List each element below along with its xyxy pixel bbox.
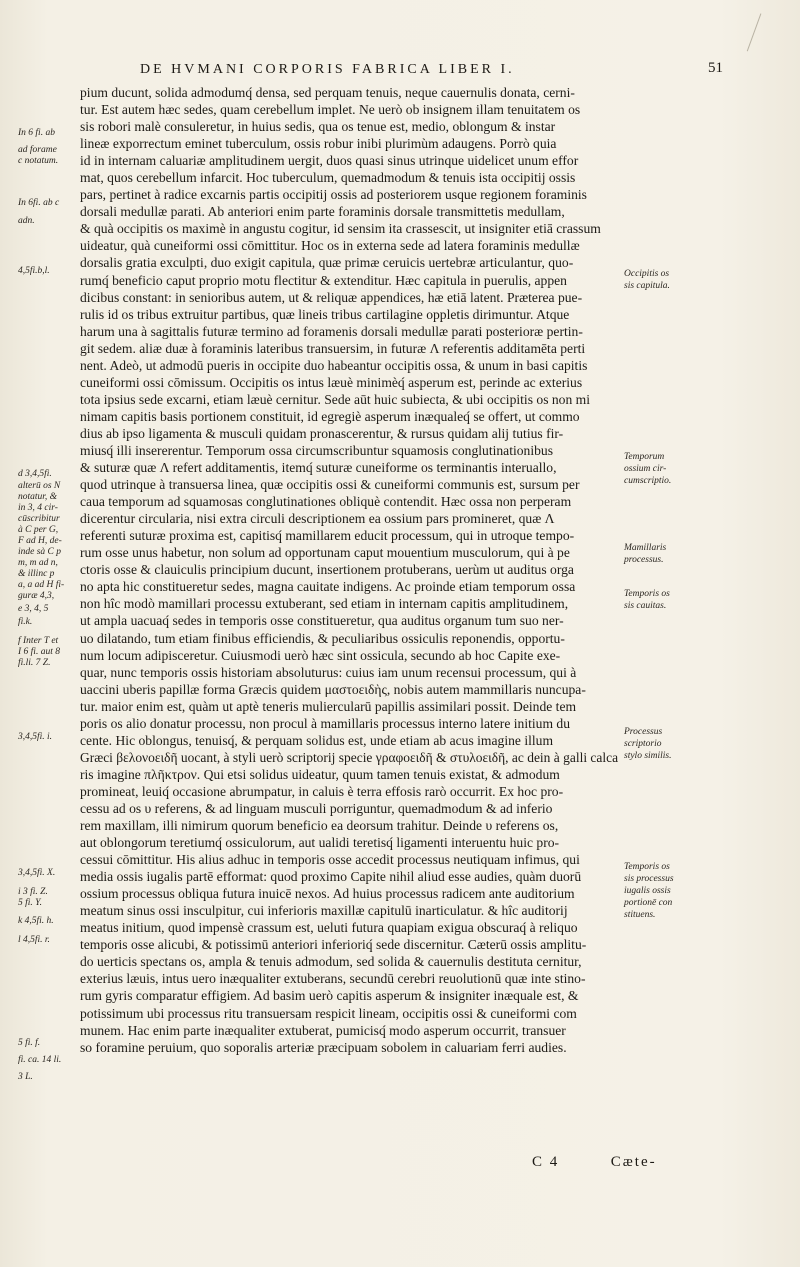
text-line: git sedem. aliæ duæ à foraminis lateribus transuersim, in futuræ Λ referentis additamēta perti (80, 340, 586, 356)
signature-and-catchword (532, 1154, 657, 1171)
text-line: no apta hic constitueretur sedes, magna cauitate indigens. Ac proinde etiam temporum ossa (80, 579, 576, 595)
right-margin-note: Mamillaris (624, 543, 667, 553)
text-line: rem maxillam, illi nimirum quorum beneficio ea deorsum trahitur. Deinde υ referens os, (80, 818, 559, 834)
left-margin-note: alterū os N (18, 481, 61, 491)
right-margin-note: Processus (624, 727, 663, 737)
text-line: poris os alio donatur processu, non procul à mamillaris processus interno latere initium du (80, 715, 571, 731)
text-line: pium ducunt, solida admodumq́ densa, sed perquam tenuis, neque cauernulis donata, cerni- (80, 85, 575, 100)
signature-mark: C 4 (532, 1154, 560, 1170)
left-margin-note: inde sà C p (18, 547, 62, 557)
text-line: sis robori malè consuleretur, in huius sedis, qua os tenue est, medio, oblongum & instar (80, 119, 556, 135)
left-margin-note: 5 fi. f. (18, 1038, 41, 1048)
text-line: dius ab ipso ligamenta & musculi quidam pronascerentur, & rursus quidam alij tutius fir- (80, 425, 564, 441)
left-margin-note: In 6fi. ab c (18, 198, 60, 208)
text-line: referenti suturæ proxima est, capitisq́ mamillarem educit processum, qui in utroque tempo- (80, 528, 575, 544)
right-margin-note: Temporis os (624, 589, 670, 599)
text-line: uaccini uberis papillæ forma Græcis quidem μαστοειδὴς, nobis autem mammillaris nuncupa- (80, 681, 586, 697)
right-margin-note: stituens. (624, 910, 656, 920)
text-line: nimam capitis basis portionem constituit, id egregiè asperum inæqualeq́ se offert, ut commo (80, 408, 580, 424)
left-margin-note: 3,4,5fi. X. (18, 868, 56, 878)
text-line: exterius læuis, intus uero inæqualiter extuberans, secundū cerebri reuolutionū quæ inte stino- (80, 971, 586, 987)
text-line: uo dilatando, tum etiam finibus efficiendis, & peculiaribus ossiculis reponendis, opportu- (80, 630, 565, 646)
text-line: media ossis iugalis partē efformat: quod proximo Capite nihil aliud esse audies, quàm duorū (80, 869, 582, 885)
text-line: dorsali medullæ parati. Ab anteriori enim parte foraminis dorsale transmittetis medullam, (80, 204, 565, 220)
text-line: cessu ad os υ referens, & ad linguam musculi porriguntur, quemadmodum & ad inferio (80, 800, 553, 816)
left-margin-note: cūscribitur (18, 514, 60, 524)
left-margin-note: guræ 4,3, (18, 591, 55, 601)
left-margin-note: k 4,5fi. h. (18, 916, 54, 926)
text-line: tota ipsius sede excarni, etiam læuè cernitur. Sede aūt huic subiecta, & ubi occipitis os non mi (80, 391, 591, 407)
catchword: Cæte- (610, 1154, 657, 1170)
text-line: harum una à sagittalis futuræ termino ad foramenis dorsali medullæ parati posterioræ pertin- (80, 323, 583, 339)
text-line: nent. Adeò, ut admodū pueris in occipite duo habeantur occipitis ossa, & unum in basi capitis (80, 357, 588, 373)
left-margin-note: notatur, & (18, 492, 58, 502)
text-line: tur. maior enim est, quàm ut aptè teneris muliercularū papillis assimilari possit. Deinde tem (80, 698, 577, 714)
text-line: & quà occipitis os maximè in angustu cogitur, id sensim ita crassescit, ut insigniter etiā crassum (80, 221, 601, 237)
text-line: cuneiformi ossi cōmissum. Occipitis os intus læuè minimèq́ asperum est, perinde ac exterius (80, 374, 583, 390)
left-margin-note: f Inter T et (18, 636, 59, 646)
left-margin-note: e 3, 4, 5 (18, 604, 49, 614)
right-margin-note: ossium cir- (624, 464, 667, 474)
left-margin-note: fi.k. (18, 617, 33, 627)
left-margin-note: c notatum. (18, 156, 59, 166)
folio-number: 51 (708, 60, 723, 76)
text-line: do uerticis spectans os, ampla & tenuis admodum, sed solida & cauernulis destituta cernitur, (80, 954, 582, 970)
text-line: ris imagine πλῆκτρον. Qui etsi solidus uideatur, quum tamen tenuis existat, & admodum (80, 766, 560, 782)
text-line: cessui cōmittitur. His alius adhuc in temporis osse accedit processus neutiquam infimus, qui (80, 852, 580, 868)
text-line: rumq́ beneficio caput proprio motu flectitur & extenditur. Hæc capitula in puerulis, appen (80, 272, 567, 288)
text-line: promineat, leuiq́ occasione abrumpatur, in caluis è terra effosis rarò occurrit. Ex hoc pro- (80, 783, 564, 799)
left-margin-note: à C per G, (18, 525, 59, 535)
text-line: ossium processus obliqua futura inuicē nexos. Ad huius processus radicem ante auditorium (80, 886, 575, 902)
left-margin-note: i 3 fi. Z. (18, 887, 48, 897)
right-margin-note: Temporis os (624, 862, 670, 872)
left-margin-note: m, m ad n, (18, 558, 58, 568)
right-margin-note: sis capitula. (624, 281, 670, 291)
left-margin-note: 3,4,5fi. i. (18, 732, 53, 742)
text-line: rum osse unus habetur, non solum ad opportunam caput mouentium musculorum, qui à pe (80, 545, 570, 561)
left-margin-note: fi.li. 7 Z. (18, 658, 51, 668)
left-margin-note: 4,5fi.b,l. (18, 266, 50, 276)
text-line: mat, quos cerebellum infarcit. Hoc tuberculum, quemadmodum & tenuis ista occipitij ossis (80, 170, 576, 186)
text-line: quod utrinque à transuersa linea, quæ occipitis ossi & cuneiformi communis est, sursum per (80, 477, 580, 493)
text-line: id in internam caluariæ amplitudinem uergit, duos quasi sinus utrinque uidelicet unum effor (80, 153, 579, 169)
text-line: meatum sinus ossi insculpitur, cui inferioris maxillæ capitulū inarticulatur. & hîc auditorij (80, 903, 568, 919)
text-line: Græci βελονοειδῆ uocant, à styli uerò scriptorij specie γραφοειδῆ & στυλοειδῆ, ac dein à galli calca (80, 749, 618, 765)
text-line: caua temporum ad squamosas conglutinationes obliquè contendit. Hæc ossa non perperam (80, 494, 572, 510)
text-line: & suturæ quæ Λ refert additamentis, itemq́ suturæ cuneiforme os terminantis interuallo, (80, 460, 557, 476)
text-line: pars, pertinet à radice excarnis partis occipitij ossis ad posteriorem usque regionem foraminis (80, 187, 587, 203)
left-margin-note: fi. ca. 14 li. (18, 1055, 62, 1065)
text-line: so foramine peruium, quo soporalis arteriæ præcipuam sobolem in caluariam ferri audies. (80, 1039, 567, 1055)
left-margin-note: a, a ad H fi- (18, 580, 65, 590)
right-margin-note: portionē con (624, 898, 673, 908)
left-margin-note: F ad H, de- (18, 536, 62, 546)
left-margin-note: ad forame (18, 145, 57, 155)
left-margin-note: in 3, 4 cir- (18, 503, 58, 513)
left-margin-note: l 4,5fi. r. (18, 935, 50, 945)
text-line: rum gyris comparatur effigiem. Ad basim uerò capitis asperum & insigniter inæquale est, & (80, 988, 579, 1004)
right-margin-note: sis cauitas. (624, 601, 667, 611)
right-margin-note: sis processus (624, 874, 674, 884)
left-margin-note: 5 fi. Y. (18, 898, 42, 908)
left-margin-note: In 6 fi. ab (18, 128, 55, 138)
right-margin-note: stylo similis. (624, 751, 672, 761)
text-line: dorsalis gratia exculpti, duo exigit capitula, quæ primæ ceruicis uertebræ articulantur, quo- (80, 255, 574, 271)
text-line: meatus initium, quod impensè crassum est, ueluti futura quapiam exigua obscuraq́ à reliquo (80, 920, 578, 936)
right-margin-note: scriptorio (624, 739, 662, 749)
text-line: tur. Est autem hæc sedes, quam cerebellum implet. Ne uerò ob insignem illam tenuitatem os (80, 102, 581, 118)
running-title: DE HVMANI CORPORIS FABRICA LIBER I. (140, 62, 515, 77)
right-margin-note: Temporum (624, 452, 665, 462)
text-line: munem. Hac enim parte inæqualiter extuberat, pumicisq́ modo asperum occurrit, transuer (80, 1022, 566, 1038)
text-line: ctoris osse & clauiculis principium ducunt, insertionem protuberans, uerùm ut auditus orga (80, 562, 574, 578)
right-margin-note: cumscriptio. (624, 476, 672, 486)
right-margin-note: iugalis ossis (624, 886, 671, 896)
text-line: dicerentur circularia, nisi extra circuli descriptionem ea ossium pars promineret, quæ Λ (80, 511, 555, 527)
left-margin-note: & illinc p (18, 569, 55, 579)
right-margin-note: Occipitis os (624, 269, 670, 279)
text-line: lineæ exporrectum eminet tuberculum, ossis robur inibi plurimùm adaugens. Porrò quia (80, 136, 557, 152)
text-line: uideatur, quà cuneiformi ossi cōmittitur. Hoc os in externa sede ad latera foraminis medullæ (80, 238, 580, 254)
right-margin-note: processus. (624, 555, 664, 565)
text-line: rulis id os tribus extruitur partibus, quæ lineis tribus cartilagine oppletis dirimuntur. Atque (80, 306, 570, 322)
text-line: cente. Hic oblongus, tenuisq́, & perquam solidus est, unde etiam ab acus imagine illum (80, 732, 554, 748)
text-line: ut ampla uacuaq́ sedes in temporis osse constitueretur, qua auditus organum tum suo ner- (80, 613, 564, 629)
left-margin-note: 3 L. (18, 1072, 33, 1082)
text-line: aut oblongorum teretiumq́ ossiculorum, aut ualidi teretisq́ ligamenti interuentu huic pro- (80, 835, 560, 851)
text-line: dicibus constant: in senioribus autem, ut & reliquæ appendices, hæ etiā latent. Præterea pue- (80, 289, 583, 305)
text-line: quar, nunc temporis ossis historiam absoluturus: cuius iam unum recensui processum, qui à (80, 664, 577, 680)
text-line: potissimum ubi processus ritu transuersam respicit lineam, occipitis ossi & cuneiformi com (80, 1005, 577, 1021)
left-margin-note: I 6 fi. aut 8 (18, 647, 60, 657)
text-line: temporis osse alicubi, & potissimū anteriori inferioriq́ sede discernitur. Cæterū ossis amplitu- (80, 937, 587, 953)
text-line: num locum adipisceretur. Cuiusmodi uerò hæc sint ossicula, secundo ab hoc Capite exe- (80, 647, 561, 663)
pencil-mark (734, 9, 762, 52)
left-margin-note: adn. (18, 216, 35, 226)
text-line: non hîc modò mamillari processu extuberant, sed etiam in internam capitis amplitudinem, (80, 596, 569, 612)
left-margin-note: d 3,4,5fi. (18, 469, 52, 479)
main-text-block (80, 84, 618, 1056)
text-line: miusq́ illi insererentur. Temporum ossa circumscribuntur squamosis conglutinationibus (80, 442, 554, 458)
